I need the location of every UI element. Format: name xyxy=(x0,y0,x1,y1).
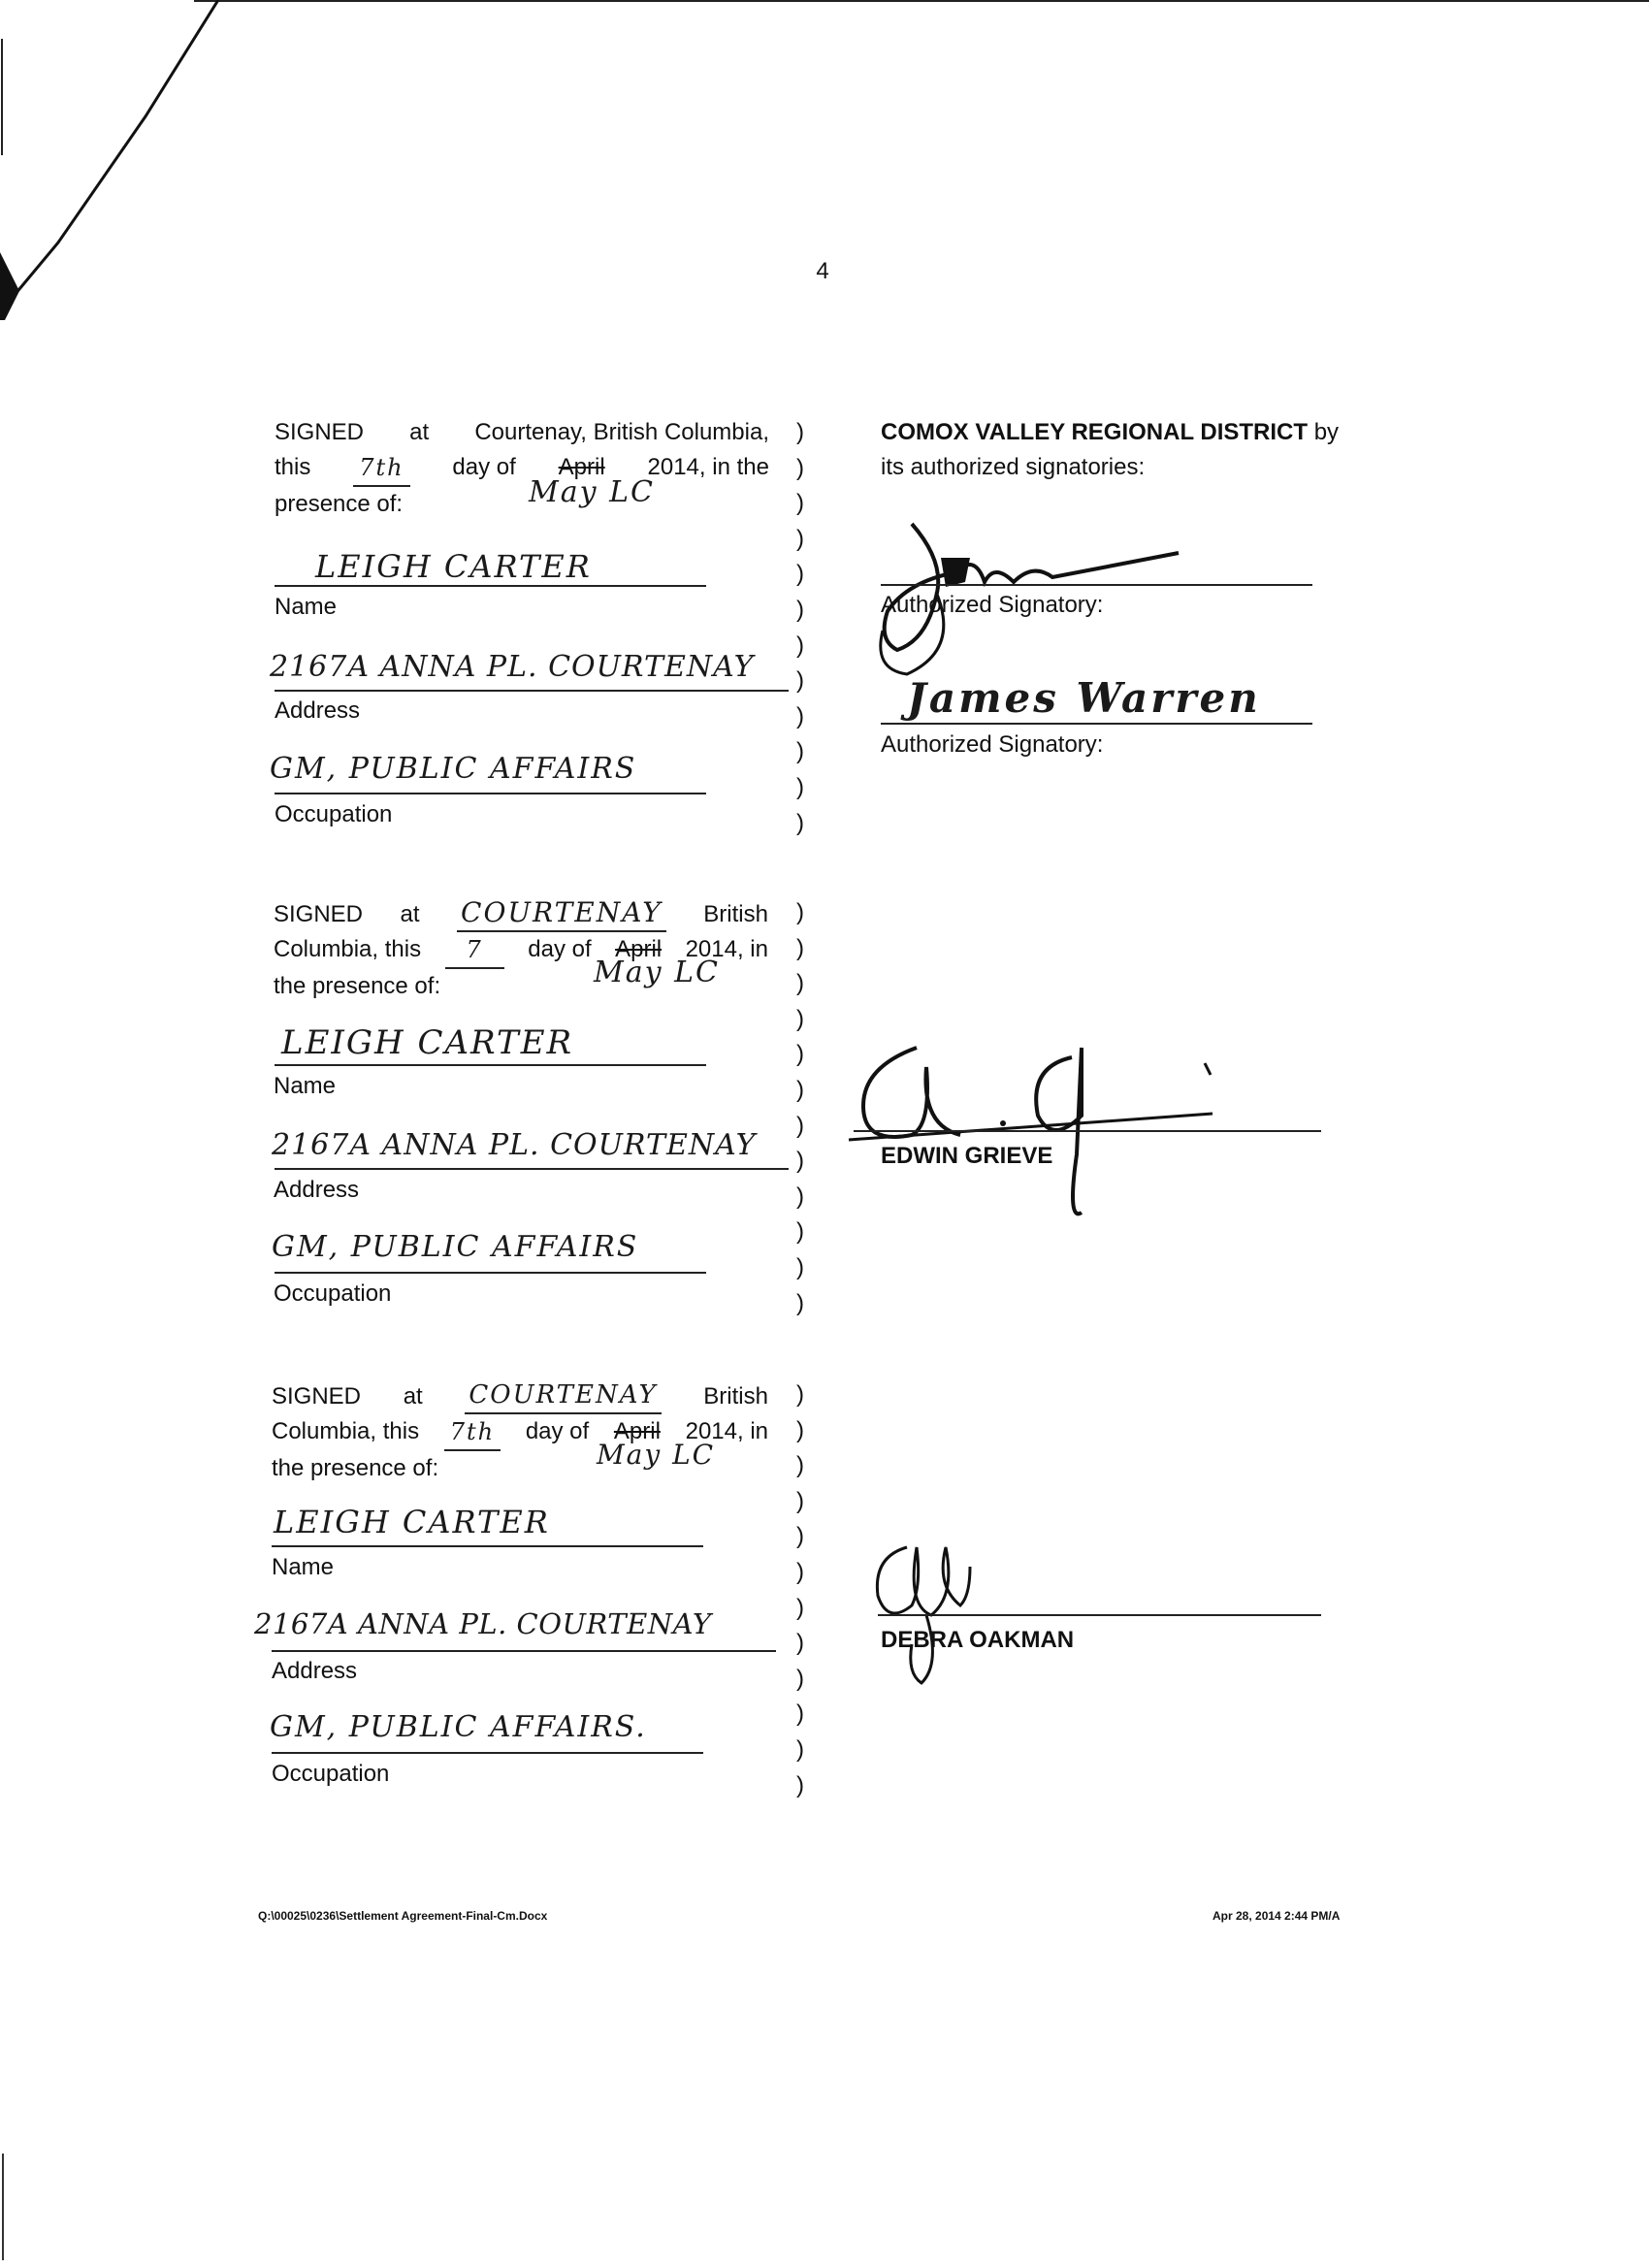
authorized-signatory-label-2: Authorized Signatory: xyxy=(881,731,1104,758)
name-label: Name xyxy=(275,594,338,620)
signing-block-1 xyxy=(275,415,769,522)
footer-date: Apr 28, 2014 2:44 PM/A xyxy=(1212,1909,1341,1923)
witness-address-handwritten: 2167A ANNA PL. COURTENAY xyxy=(272,1128,757,1162)
bracket-column-3: ) ) ) ) ) ) ) ) ) ) ) ) xyxy=(796,1381,804,1798)
signature-line-2 xyxy=(881,723,1312,725)
name-line xyxy=(272,1545,703,1547)
occupation-label: Occupation xyxy=(275,801,393,827)
handwritten-place: COURTENAY xyxy=(457,895,666,932)
occupation-line xyxy=(275,1272,706,1274)
footer-file-path: Q:\00025\0236\Settlement Agreement-Final-Cm.Docx xyxy=(258,1909,548,1923)
authorized-signature-2: James Warren xyxy=(907,674,1261,722)
address-line xyxy=(272,1650,776,1652)
scan-edge-line xyxy=(194,0,1649,2)
occupation-line xyxy=(272,1752,703,1754)
handwritten-month: May LC xyxy=(529,475,655,509)
authorized-signatory-label-1: Authorized Signatory: xyxy=(881,592,1104,618)
address-line xyxy=(275,690,789,692)
handwritten-place: COURTENAY xyxy=(465,1377,661,1414)
bracket-column-2: ) ) ) ) ) ) ) ) ) ) ) ) xyxy=(796,899,804,1316)
bracket-column-1: ) ) ) ) ) ) ) ) ) ) ) ) xyxy=(796,419,804,836)
signature-line-1 xyxy=(881,584,1312,586)
block3-line3: the presence of: xyxy=(272,1455,439,1481)
occupation-line xyxy=(275,793,706,794)
witness-occupation-handwritten: GM, PUBLIC AFFAIRS xyxy=(270,752,637,786)
block1-line3: presence of: xyxy=(275,491,404,517)
org-name: COMOX VALLEY REGIONAL DISTRICT xyxy=(881,419,1309,445)
block2-line1: SIGNED at COURTENAY British xyxy=(274,895,768,932)
occupation-label: Occupation xyxy=(272,1761,390,1787)
occupation-label: Occupation xyxy=(274,1280,392,1307)
name-label: Name xyxy=(274,1073,337,1099)
org-heading: COMOX VALLEY REGIONAL DISTRICT by its authorized signatories: xyxy=(881,419,1340,480)
witness-name-handwritten: LEIGH CARTER xyxy=(315,548,592,585)
party-signature-debra-oakman xyxy=(863,1528,1057,1693)
block3-line1: SIGNED at COURTENAY British xyxy=(272,1377,768,1414)
handwritten-month: May LC xyxy=(597,1439,716,1471)
handwritten-month: May LC xyxy=(594,956,720,989)
signature-line-edwin xyxy=(854,1130,1321,1132)
address-label: Address xyxy=(272,1658,358,1684)
handwritten-day: 7th xyxy=(353,450,409,487)
handwritten-day: 7 xyxy=(445,932,504,969)
name-line xyxy=(275,1064,706,1066)
block2-line3: the presence of: xyxy=(274,973,441,999)
block1-line1: SIGNED at Courtenay, British Columbia, xyxy=(275,419,769,445)
witness-name-handwritten: LEIGH CARTER xyxy=(281,1023,574,1062)
block1-line2: this 7th day of April 2014, in the xyxy=(275,450,769,487)
left-edge-mark xyxy=(2,2154,4,2260)
name-label: Name xyxy=(272,1554,335,1580)
handwritten-day: 7th xyxy=(444,1414,501,1451)
block2-line2: Columbia, this 7 day of April 2014, in xyxy=(274,932,768,969)
signature-line-debra xyxy=(878,1614,1321,1616)
address-label: Address xyxy=(275,697,361,724)
address-line xyxy=(275,1168,789,1170)
struck-month: April xyxy=(615,936,663,962)
witness-occupation-handwritten: GM, PUBLIC AFFAIRS xyxy=(272,1230,639,1264)
struck-month: April xyxy=(613,1418,661,1444)
struck-month: April xyxy=(558,454,605,480)
corner-fold-mark xyxy=(0,0,233,320)
address-label: Address xyxy=(274,1177,360,1203)
witness-address-handwritten: 2167A ANNA PL. COURTENAY xyxy=(270,650,755,684)
witness-name-handwritten: LEIGH CARTER xyxy=(274,1504,550,1540)
page-number: 4 xyxy=(816,258,829,284)
witness-address-handwritten: 2167A ANNA PL. COURTENAY xyxy=(254,1607,712,1640)
name-line xyxy=(275,585,706,587)
witness-occupation-handwritten: GM, PUBLIC AFFAIRS. xyxy=(270,1710,647,1744)
block3-line2: Columbia, this 7th day of April 2014, in xyxy=(272,1414,768,1451)
party-name-debra-oakman: DEBRA OAKMAN xyxy=(881,1627,1075,1653)
party-name-edwin-grieve: EDWIN GRIEVE xyxy=(881,1143,1053,1169)
